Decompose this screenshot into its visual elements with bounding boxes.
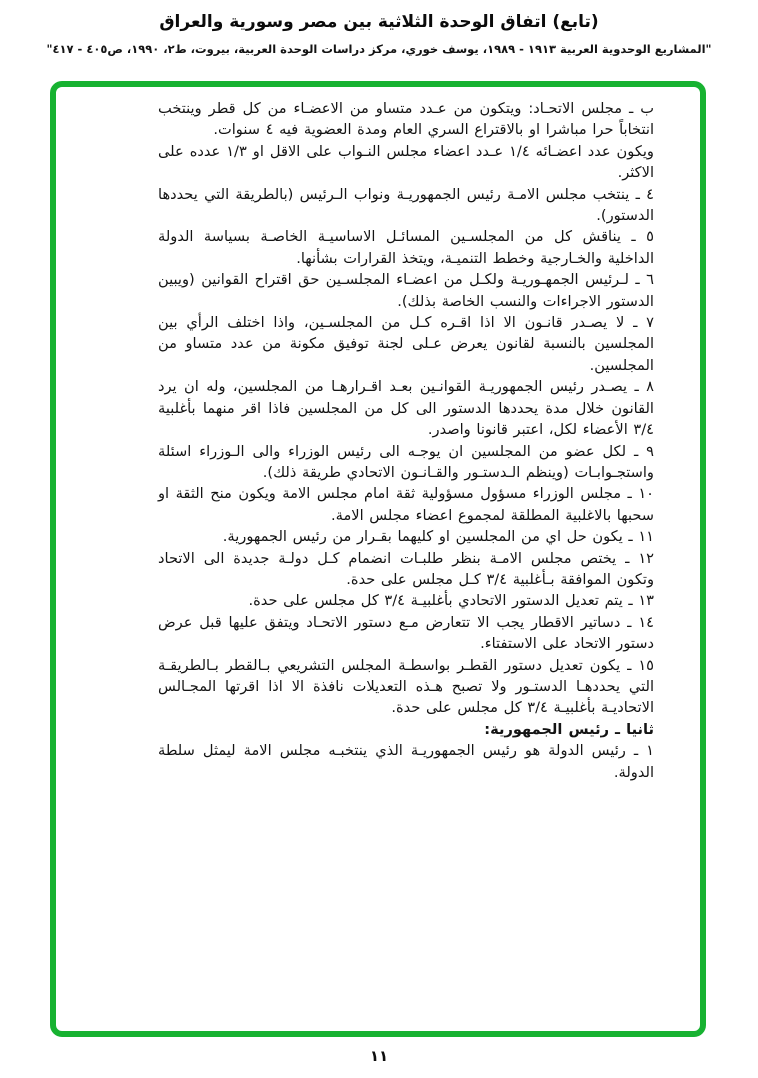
- paragraph: ٥ ـ يناقش كل من المجلسـين المسائـل الاساسيـة الخاصـة بسياسة الدولة الداخلية والخـارجية وخطط التنميـة، ويتخذ القرارات بشأنها.: [158, 228, 654, 267]
- paragraph: ٨ ـ يصـدر رئيس الجمهوريـة القوانـين بعـد اقـرارهـا من المجلسين، وله ان يرد القانون خلال مدة يحددها الدستور الى كل من المجلسين فاذا اقر منهما بأغلبية ٣/٤ الأعضاء لكل، اعتبر قانونا واصدر.: [158, 378, 654, 439]
- paragraph: ١ ـ رئيس الدولة هو رئيس الجمهوريـة الذي ينتخبـه مجلس الامة ليمثل سلطة الدولة.: [158, 742, 654, 781]
- page-footer: [0, 1046, 758, 1065]
- paragraph: ٦ ـ لـرئيس الجمهـوريـة ولكـل من اعضـاء المجلسـين حق اقتراح القوانين (ويبين الدستور الاجراءات والنسب الخاصة بذلك).: [158, 271, 654, 310]
- paragraph: ٤ ـ ينتخب مجلس الامـة رئيس الجمهوريـة ونواب الـرئيس (بالطريقة التي يحددها الدستور).: [158, 185, 654, 225]
- paragraph: ١٣ ـ يتم تعديل الدستور الاتحادي بأغلبيـة ٣/٤ كل مجلس على حدة.: [248, 592, 654, 610]
- paragraph: ١٠ ـ مجلس الوزراء مسؤول مسؤولية ثقة امام مجلس الامة ويكون منح الثقة او سحبها بالاغلبية المطلقة لمجموع اعضاء مجلس الامة.: [158, 485, 654, 524]
- paragraph: ويكون عدد اعضـائه ١/٤ عـدد اعضاء مجلس النـواب على الاقل او ١/٣ عدده على الاكثر.: [158, 142, 654, 182]
- green-border-content-box: [50, 81, 706, 1037]
- paragraph: ب ـ مجلس الاتحـاد: ويتكون من عـدد متساو من الاعضـاء من كل قطر وينتخب انتخاباً حرا مباشرا او بالاقتراع السري العام ومدة العضوية فيه ٤ سنوات.: [158, 100, 654, 139]
- section-heading: ثانيا ـ رئيس الجمهورية:: [484, 720, 654, 738]
- paragraph: ١٤ ـ دساتير الاقطار يجب الا تتعارض مـع دستور الاتحـاد ويتفق عليها قبل عرض دستور الاتحاد على الاستفتاء.: [158, 613, 654, 653]
- page-header: [0, 12, 758, 56]
- document-body: [56, 87, 700, 1031]
- page-number: ١١: [369, 1047, 389, 1065]
- paragraph: ١١ ـ يكون حل اي من المجلسين او كليهما بقـرار من رئيس الجمهورية.: [222, 528, 654, 546]
- paragraph: ٩ ـ لكل عضو من المجلسين ان يوجـه الى رئيس الوزراء والى الـوزراء اسئلة واستجـوابـات (وينظم الـدستـور والقـانـون الاتحادي طريقة ذلك).: [158, 442, 654, 481]
- paragraph: ١٥ ـ يكون تعديل دستور القطـر بواسطـة المجلس التشريعي بـالقطر بـالطريقـة التي يحددهـا الدستـور ولا تصبح هـذه التعديلات نافذة الا اذا اقرتها المجـالس الاتحاديـة بأغلبيـة ٣/٤ كل مجلس على حدة.: [158, 656, 654, 717]
- paragraph: ٧ ـ لا يصـدر قانـون الا اذا اقـره كـل من المجلسـين، واذا اختلف الرأي بين المجلسين بالنسبة لقانون يعرض عـلى لجنة توفيق مكونة من عدد متساو من المجلسين.: [158, 314, 654, 374]
- document-title: (تابع) اتفاق الوحدة الثلاثية بين مصر وسورية والعراق: [159, 12, 599, 32]
- document-source-citation: "المشاريع الوحدوية العربية ١٩١٣ - ١٩٨٩، يوسف خوري، مركز دراسات الوحدة العربية، بيروت، ط٢، ١٩٩٠، ص٤٠٥ - ٤١٧": [46, 42, 712, 56]
- paragraph: ١٢ ـ يختص مجلس الامـة بنظر طلبـات انضمام كـل دولـة جديدة الى الاتحاد وتكون الموافقة بـأغلبية ٣/٤ كـل مجلس على حدة.: [158, 549, 654, 588]
